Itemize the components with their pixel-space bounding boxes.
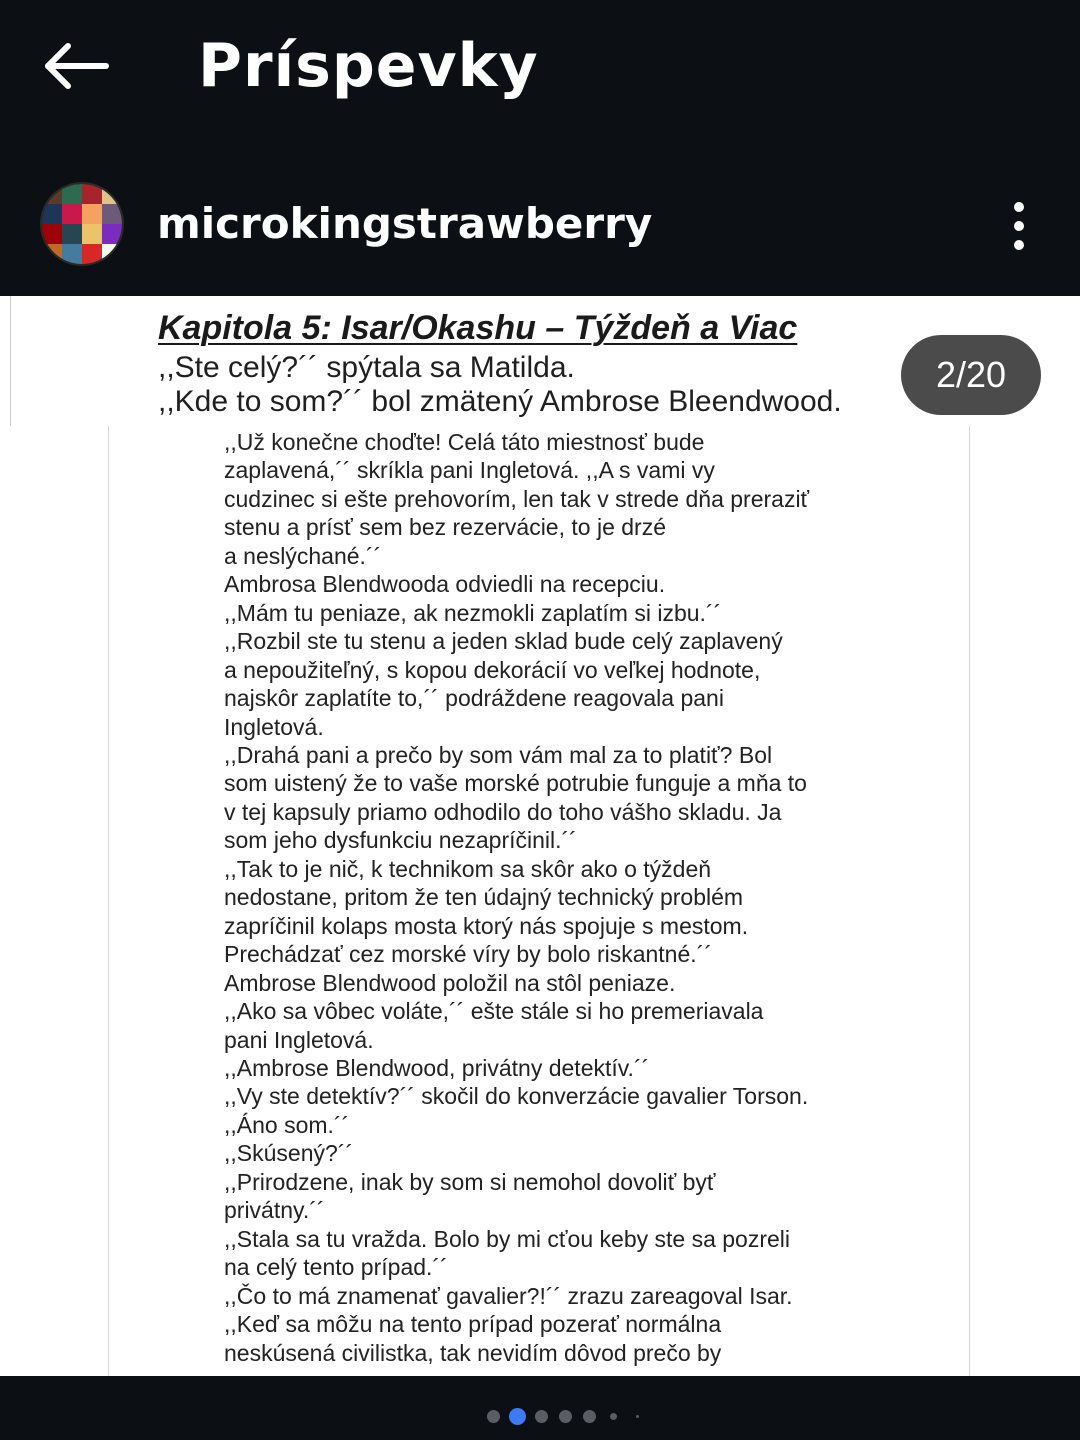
text-line: cudzinec si ešte prehovorím, len tak v strede dňa preraziť: [224, 485, 810, 512]
text-line: a nepoužiteľný, s kopou dekorácií vo veľkej hodnote,: [224, 656, 761, 683]
top-bar: [0, 0, 1080, 130]
text-line: privátny.´´: [224, 1197, 325, 1224]
text-line: ,,Ako sa vôbec voláte,´´ ešte stále si ho premeriavala: [224, 998, 764, 1025]
page-dot[interactable]: [487, 1410, 500, 1423]
page-dot[interactable]: [636, 1415, 639, 1418]
document-body: [224, 428, 924, 1367]
page-dot-active[interactable]: [509, 1408, 526, 1425]
intro-line: ,,Ste celý?´´ spýtala sa Matilda.: [158, 351, 575, 384]
text-line: zaplavená,´´ skríkla pani Ingletová. ,,A s vami vy: [224, 457, 715, 484]
avatar[interactable]: [40, 182, 124, 266]
page-dot[interactable]: [559, 1410, 572, 1423]
text-line: pani Ingletová.: [224, 1026, 374, 1053]
text-line: zapríčinil kolaps mosta ktorý nás spojuje s mestom.: [224, 912, 749, 939]
text-line: ,,Prirodzene, inak by som si nemohol dovoliť byť: [224, 1168, 716, 1195]
image-counter-badge: 2/20: [901, 335, 1041, 415]
page-dot[interactable]: [583, 1410, 596, 1423]
text-line: Ambrose Blendwood položil na stôl peniaze.: [224, 969, 676, 996]
page-dot[interactable]: [610, 1413, 617, 1420]
back-button[interactable]: [40, 38, 114, 94]
text-line: ,,Vy ste detektív?´´ skočil do konverzácie gavalier Torson.: [224, 1083, 809, 1110]
more-vertical-icon: [1000, 198, 1038, 254]
intro-line: ,,Kde to som?´´ bol zmätený Ambrose Bleendwood.: [158, 385, 842, 418]
chapter-title: Kapitola 5: Isar/Okashu – Týždeň a Viac: [158, 309, 798, 347]
text-line: ,,Skúsený?´´: [224, 1140, 354, 1167]
post-image[interactable]: [0, 296, 1080, 1376]
divider: [10, 296, 11, 426]
page-dot[interactable]: [535, 1410, 548, 1423]
text-line: nedostane, pritom že ten údajný technický problém: [224, 884, 744, 911]
text-line: stenu a prísť sem bez rezervácie, to je drzé: [224, 514, 666, 541]
text-line: ,,Tak to je nič, k technikom sa skôr ako o týždeň: [224, 855, 712, 882]
text-line: ,,Rozbil ste tu stenu a jeden sklad bude celý zaplavený: [224, 628, 783, 655]
text-line: ,,Čo to má znamenať gavalier?!´´ zrazu zareagoval Isar.: [224, 1282, 793, 1309]
username[interactable]: microkingstrawberry: [157, 199, 653, 248]
text-line: ,,Ambrose Blendwood, privátny detektív.´´: [224, 1054, 650, 1081]
text-line: na celý tento prípad.´´: [224, 1254, 448, 1281]
text-line: ,,Mám tu peniaze, ak nezmokli zaplatím si izbu.´´: [224, 599, 722, 626]
text-line: ,,Už konečne choďte! Celá táto miestnosť bude: [224, 429, 705, 455]
carousel-pagination: [0, 1376, 1080, 1440]
text-line: Prechádzať cez morské víry by bolo riskantné.´´: [224, 941, 712, 968]
text-line: v tej kapsuly priamo odhodilo do toho vášho skladu. Ja: [224, 798, 782, 825]
text-line: Ingletová.: [224, 713, 324, 740]
text-line: neskúsená civilistka, tak nevidím dôvod prečo by: [224, 1339, 722, 1366]
text-line: ,,Áno som.´´: [224, 1111, 350, 1138]
text-line: najskôr zaplatíte to,´´ podráždene reagovala pani: [224, 685, 724, 712]
text-line: som uistený že to vaše morské potrubie funguje a mňa to: [224, 770, 807, 797]
avatar-image: [42, 184, 122, 264]
text-line: ,,Drahá pani a prečo by som vám mal za to platiť? Bol: [224, 741, 773, 768]
text-line: som jeho dysfunkciu nezapríčinil.´´: [224, 827, 577, 854]
text-line: a neslýchané.´´: [224, 542, 382, 569]
page-title: Príspevky: [198, 31, 539, 101]
text-line: Ambrosa Blendwooda odviedli na recepciu.: [224, 571, 666, 598]
arrow-left-icon: [40, 38, 114, 94]
text-line: ,,Keď sa môžu na tento prípad pozerať normálna: [224, 1311, 722, 1338]
more-options-button[interactable]: [1000, 198, 1038, 254]
text-line: ,,Stala sa tu vražda. Bolo by mi cťou keby ste sa pozreli: [224, 1225, 791, 1252]
